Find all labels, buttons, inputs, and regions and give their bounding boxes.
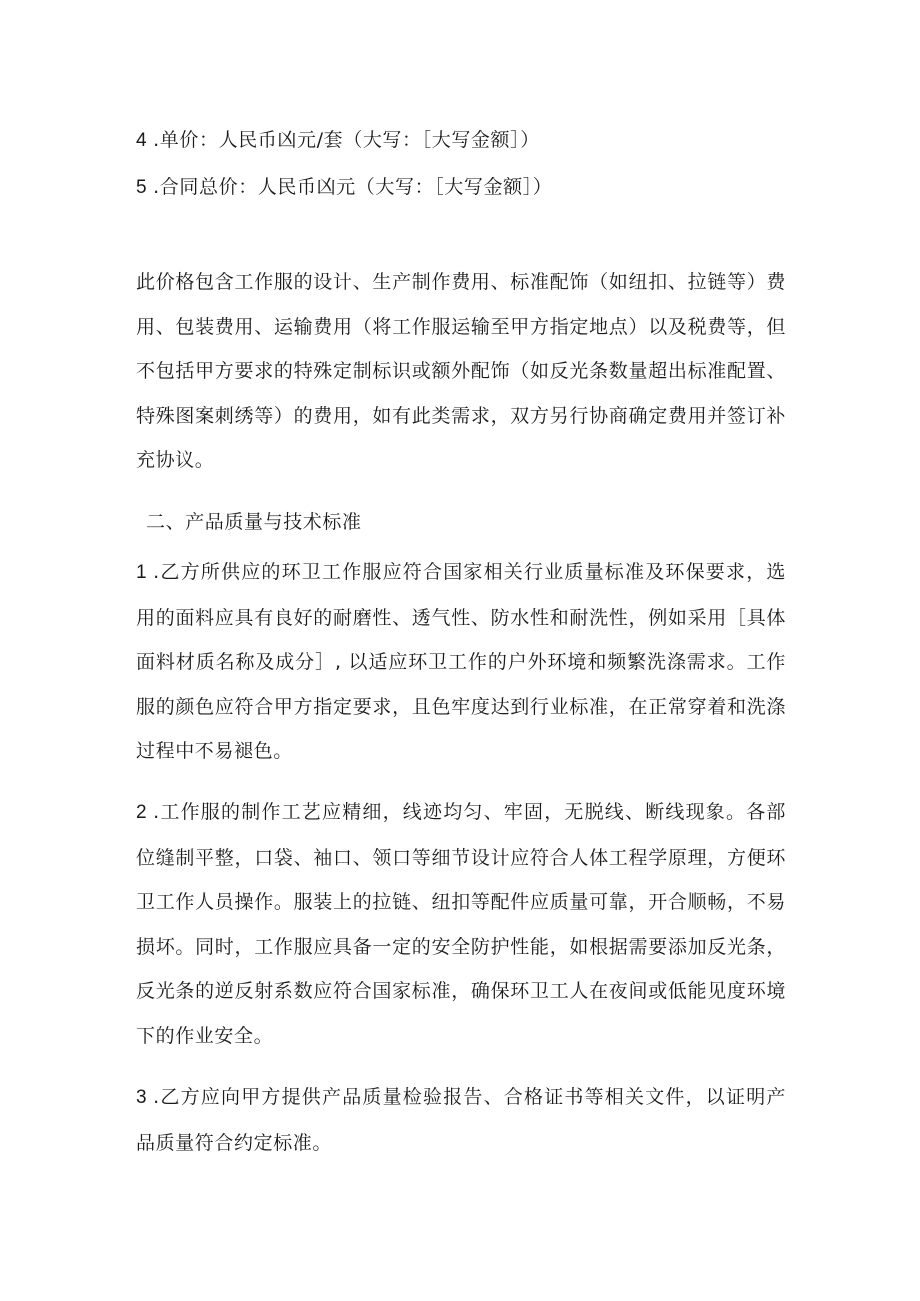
item-text: .乙方应向甲方提供产品质量检验报告、合格证书等相关文件，以证明产品质量符合约定标准。 bbox=[136, 1086, 786, 1154]
item-number: 5 bbox=[136, 177, 148, 198]
item-text: .合同总价：人民币凶元（大写：［大写金额］） bbox=[153, 176, 553, 198]
total-price-item bbox=[136, 175, 552, 200]
item-number: 1 bbox=[136, 562, 148, 583]
item-text: .工作服的制作工艺应精细，线迹均匀、牢固，无脱线、断线现象。各部位缝制平整，口袋、袖口、领口等细节设计应符合人体工程学原理，方便环卫工作人员操作。服装上的拉链、纽扣等配件应质量可靠，开合顺畅，不易损坏。同时，工作服应具备一定的安全防护性能，如根据需要添加反光条，反光条的逆反射系数应符合国家标准，确保环卫工人在夜间或低能见度环境下的作业安全。 bbox=[136, 801, 786, 1047]
quality-item-1 bbox=[136, 550, 786, 774]
item-text: .单价：人民币凶元/套（大写：［大写金额］） bbox=[153, 129, 540, 151]
quality-item-2 bbox=[136, 790, 786, 1058]
section-heading: 二、产品质量与技术标准 bbox=[146, 511, 362, 533]
item-number: 3 bbox=[136, 1087, 148, 1108]
unit-price-item bbox=[136, 128, 540, 153]
item-number: 2 bbox=[136, 802, 148, 823]
price-note-paragraph: 此价格包含工作服的设计、生产制作费用、标准配饰（如纽扣、拉链等）费用、包装费用、运输费用（将工作服运输至甲方指定地点）以及税费等，但不包括甲方要求的特殊定制标识或额外配饰（如反光条数量超出标准配置、特殊图案刺绣等）的费用，如有此类需求，双方另行协商确定费用并签订补充协议。 bbox=[136, 271, 786, 471]
item-text: .乙方所供应的环卫工作服应符合国家相关行业质量标准及环保要求，选用的面料应具有良好的耐磨性、透气性、防水性和耐洗性，例如采用［具体面料材质名称及成分］, 以适应环卫工作的户外环境和频繁洗涤需求。工作服的颜色应符合甲方指定要求，且色牢度达到行业标准，在正常穿着和洗涤过程中不易褪色。 bbox=[136, 561, 786, 762]
quality-item-3 bbox=[136, 1075, 786, 1165]
item-number: 4 bbox=[136, 130, 148, 151]
